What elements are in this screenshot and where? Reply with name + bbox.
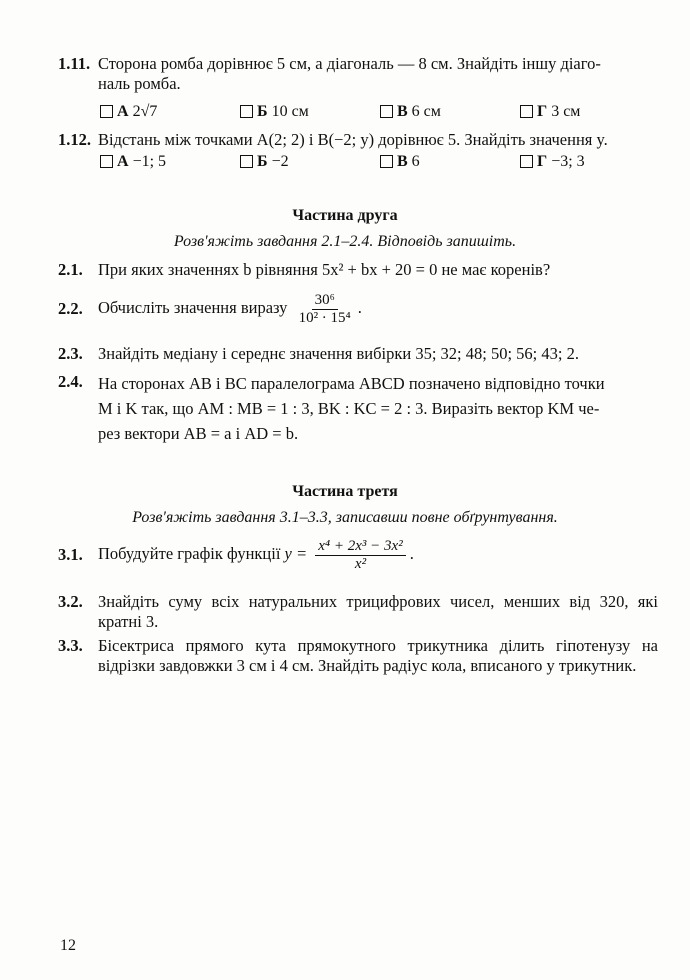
option-a[interactable]: А −1; 5 [100, 152, 240, 172]
task-text: При яких значеннях b рівняння 5x² + bx + 20 = 0 не має коренів? [98, 260, 551, 279]
task-1-12 [58, 130, 658, 150]
fraction [296, 292, 354, 327]
fraction-numerator: 30⁶ [312, 292, 338, 310]
task-number: 2.1. [58, 260, 83, 279]
task-2-2: 2.2. Обчисліть значення виразу $\frac{\text{30⁶}}{\text{10² · 15⁴}}$ . [58, 292, 362, 326]
task-2-1 [58, 260, 658, 280]
task-text-line1: Сторона ромба дорівнює 5 см, а діагональ — 8 см. Знайдіть іншу діаго- [98, 54, 601, 73]
checkbox-icon[interactable] [100, 155, 113, 168]
task-number: 1.11. [58, 54, 91, 73]
task-text: Бісектриса прямого кута прямокутного трикутника ділить гіпотенузу на відрізки завдовжки 3 см і 4 см. Знайдіть радіус кола, вписаного у трикутник. [98, 636, 658, 676]
checkbox-icon[interactable] [380, 105, 393, 118]
task-1-12-options [100, 152, 660, 172]
page-number: 12 [60, 937, 76, 954]
task-text-line2: наль ромба. [98, 74, 181, 94]
task-1-11-options [100, 102, 660, 122]
task-number: 2.3. [58, 344, 83, 363]
task-1-11 [58, 54, 658, 94]
option-c[interactable]: В 6 см [380, 102, 520, 122]
option-b[interactable]: Б 10 см [240, 102, 380, 122]
part3-title: Частина третя [292, 483, 398, 500]
option-d[interactable]: Г 3 см [520, 102, 660, 122]
part2-title: Частина друга [292, 207, 398, 224]
checkbox-icon[interactable] [240, 155, 253, 168]
fraction-denominator: 10² · 15⁴ [298, 309, 351, 326]
task-2-3 [58, 344, 658, 364]
task-3-3 [58, 636, 658, 676]
task-text: Відстань між точками A(2; 2) і B(−2; y) дорівнює 5. Знайдіть значення y. [98, 130, 608, 149]
task-number: 2.2. [58, 299, 83, 319]
checkbox-icon[interactable] [520, 105, 533, 118]
part2-subtitle: Розв'яжіть завдання 2.1–2.4. Відповідь запишіть. [173, 233, 517, 250]
checkbox-icon[interactable] [380, 155, 393, 168]
checkbox-icon[interactable] [100, 105, 113, 118]
task-text: Побудуйте графік функції [98, 544, 281, 564]
option-a[interactable]: А 2√7 [100, 102, 240, 122]
task-number: 3.2. [58, 592, 83, 611]
task-text: Знайдіть медіану і середнє значення вибірки 35; 32; 48; 50; 56; 43; 2. [98, 344, 579, 363]
task-2-4 [58, 372, 658, 446]
checkbox-icon[interactable] [520, 155, 533, 168]
task-3-1: 3.1. Побудуйте графік функції y = $\frac{\text{x⁴ + 2x³ − 3x²}}{\text{x²}}$ . [58, 538, 414, 572]
fraction-denominator: x² [354, 555, 367, 572]
task-text: Знайдіть суму всіх натуральних трицифрових чисел, менших від 320, які кратні 3. [98, 592, 658, 632]
fraction-numerator: x⁴ + 2x³ − 3x² [315, 538, 405, 556]
task-number: 3.1. [58, 545, 83, 565]
task-number: 3.3. [58, 636, 83, 655]
task-number: 1.12. [58, 130, 91, 149]
option-c[interactable]: В 6 [380, 152, 520, 172]
task-number: 2.4. [58, 372, 83, 391]
fraction [315, 538, 405, 573]
option-b[interactable]: Б −2 [240, 152, 380, 172]
task-text-line1: На сторонах AB і BC паралелограма ABCD позначено відповідно точки [98, 374, 605, 393]
task-text-line2: M і K так, що AM : MB = 1 : 3, BK : KC = 2 : 3. Виразіть вектор KM че- [98, 398, 600, 418]
option-d[interactable]: Г −3; 3 [520, 152, 660, 172]
function-lhs: y = [284, 544, 308, 564]
task-text: Обчисліть значення виразу [98, 298, 288, 318]
task-3-2 [58, 592, 658, 632]
task-text-line3: рез вектори AB = a і AD = b. [98, 423, 299, 443]
part3-subtitle: Розв'яжіть завдання 3.1–3.3, записавши повне обґрунтування. [132, 509, 558, 526]
checkbox-icon[interactable] [240, 105, 253, 118]
